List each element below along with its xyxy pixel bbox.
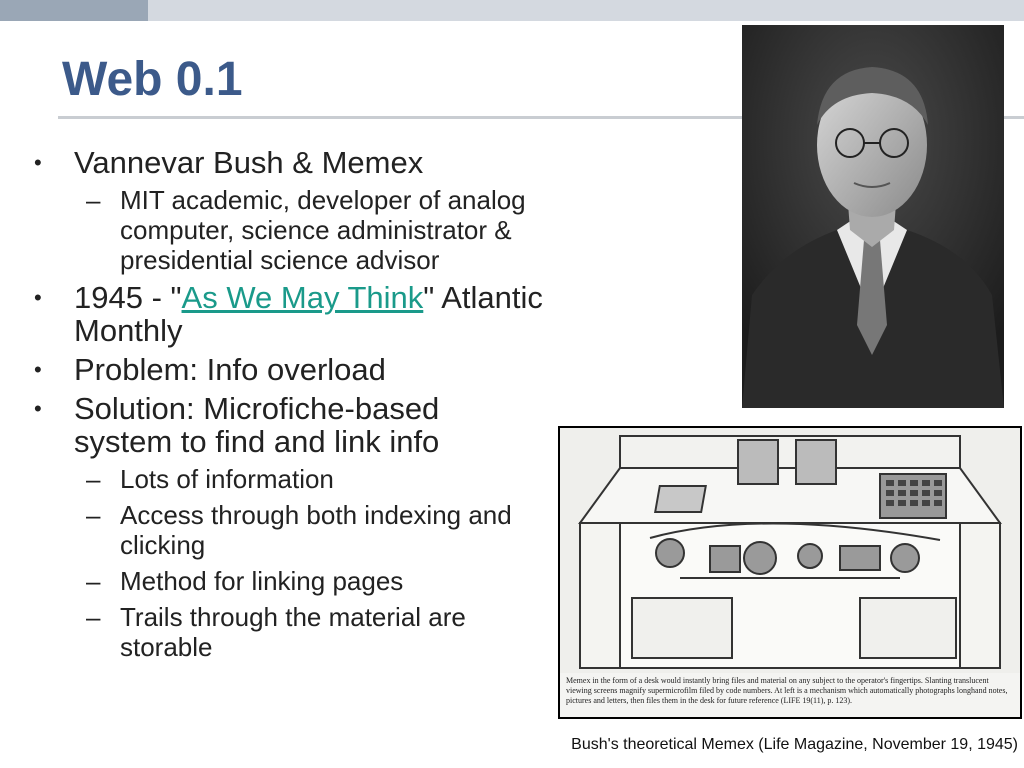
as-we-may-think-link[interactable]: As We May Think xyxy=(181,280,424,315)
sub-bullet-item xyxy=(34,566,544,596)
sub-bullet-text: Method for linking pages xyxy=(120,566,404,596)
portrait-photo xyxy=(742,25,1004,408)
memex-illustration xyxy=(558,426,1022,719)
bullet-text: Solution: Microfiche-based system to find and link info xyxy=(74,391,440,459)
bullet-dot-icon: • xyxy=(34,357,42,382)
bullet-dot-icon: • xyxy=(34,150,42,175)
bullet-dot-icon: • xyxy=(34,285,42,310)
sub-bullet-text: MIT academic, developer of analog computer, science administrator & presidential science advisor xyxy=(120,185,526,275)
sub-bullet-text: Lots of information xyxy=(120,464,334,494)
dash-icon: – xyxy=(86,185,101,215)
sub-bullet-item xyxy=(34,500,544,560)
top-decor-accent xyxy=(0,0,148,21)
sub-bullet-item xyxy=(34,185,544,275)
dash-icon: – xyxy=(86,500,101,530)
memex-desk-drawing xyxy=(560,428,1020,673)
sub-bullet-text: Access through both indexing and clicking xyxy=(120,500,512,560)
sub-bullet-text: Trails through the material are storable xyxy=(120,602,466,662)
portrait-illustration xyxy=(742,25,1004,408)
image-caption: Bush's theoretical Memex (Life Magazine, November 19, 1945) xyxy=(571,736,1018,753)
bullet-text-post: " Atlantic Monthly xyxy=(74,280,543,348)
sub-bullet-item xyxy=(34,464,544,494)
top-decor-bar xyxy=(0,0,1024,21)
bullet-text: Problem: Info overload xyxy=(74,352,386,387)
bullet-item xyxy=(34,392,544,458)
dash-icon: – xyxy=(86,566,101,596)
bullet-text: Vannevar Bush & Memex xyxy=(74,145,424,180)
bullet-dot-icon: • xyxy=(34,396,42,421)
bullet-item xyxy=(34,146,544,179)
sub-bullet-item xyxy=(34,602,544,662)
bullet-list xyxy=(34,146,544,668)
bullet-text-pre: 1945 - " xyxy=(74,280,182,315)
bullet-item xyxy=(34,281,544,347)
slide-title: Web 0.1 xyxy=(62,53,243,106)
dash-icon: – xyxy=(86,464,101,494)
bullet-item xyxy=(34,353,544,386)
dash-icon: – xyxy=(86,602,101,632)
memex-inner-caption: Memex in the form of a desk would instantly bring files and material on any subject to the operator's fingertips. Slanting translucent viewing screens magnify supermicrofilm filed by code numbers. At left is a mechanism which automatically photographs longhand notes, pictures and letters, then files them in the desk for future reference (LIFE 19(11), p. 123). xyxy=(566,676,1008,705)
